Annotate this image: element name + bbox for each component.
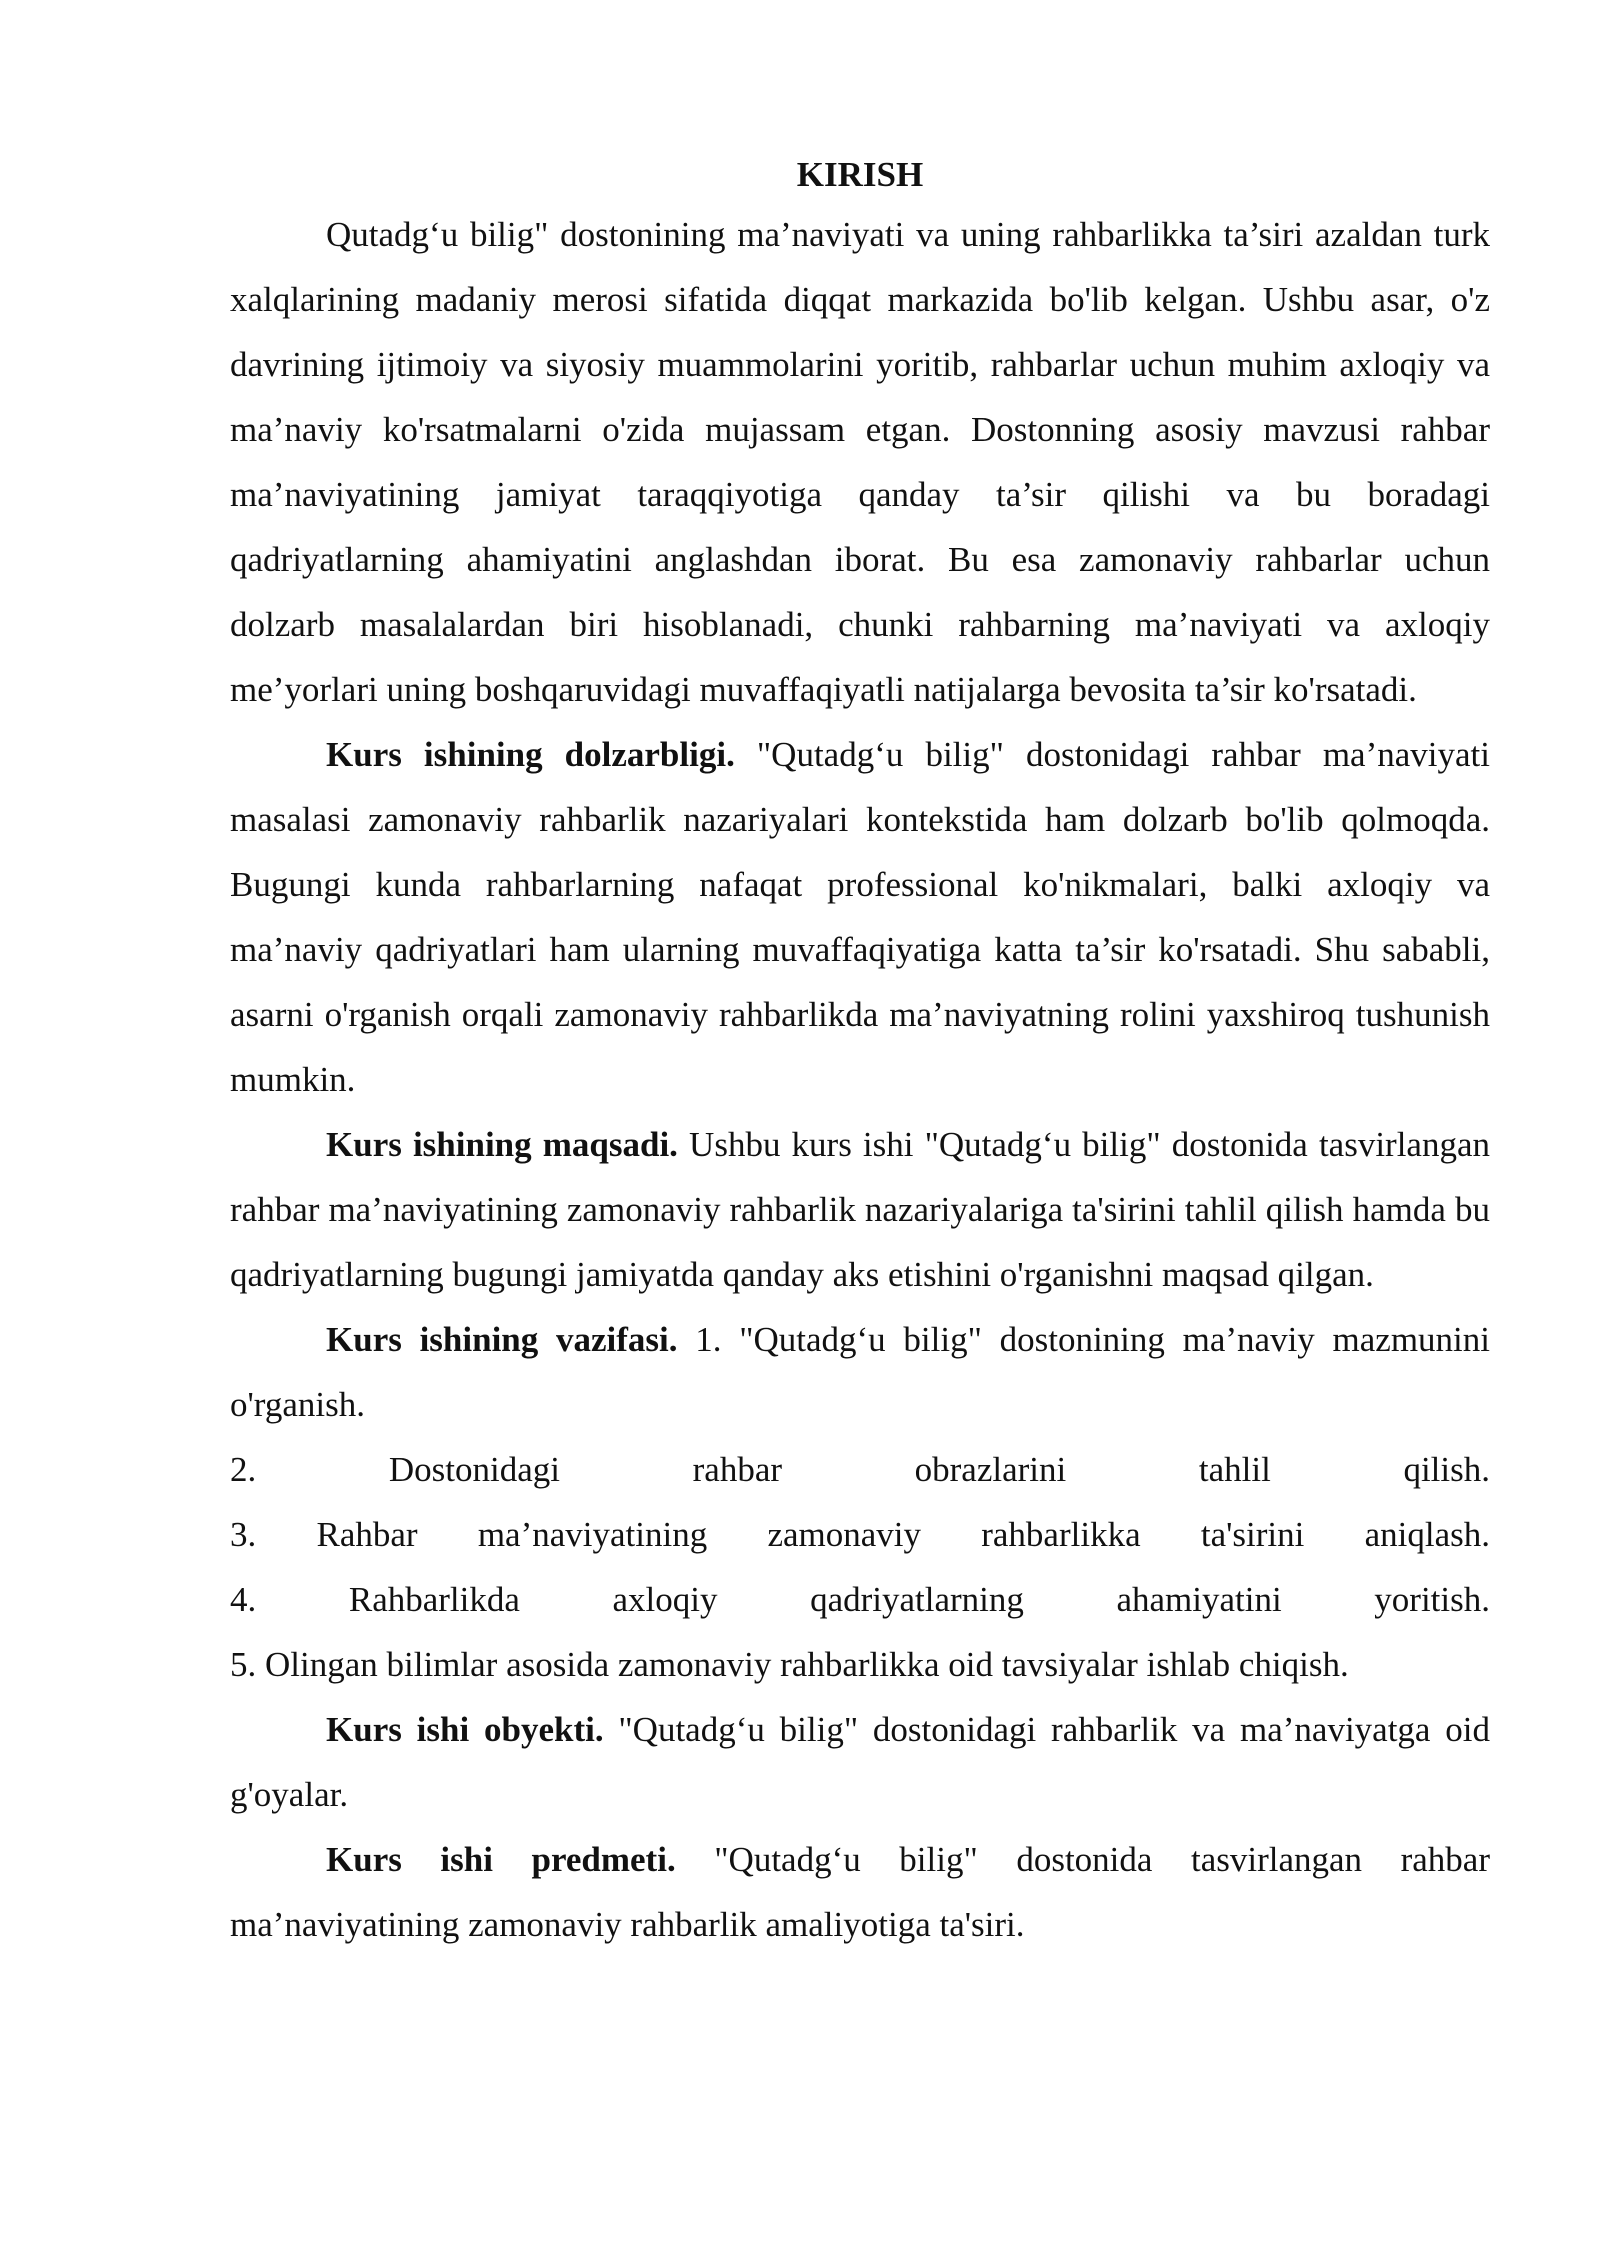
relevance-text: "Qutadg‘u bilig" dostonidagi rahbar ma’naviyati masalasi zamonaviy rahbarlik nazariyalari kontekstida ham dolzarb bo'lib qolmoqda. Bugungi kunda rahbarlarning nafaqat professional ko'nikmalari, balki axloqiy va ma’naviy qadriyatlari ham ularning muvaffaqiyatiga katta ta’sir ko'rsatadi. Shu sababli, asarni o'rganish orqali zamonaviy rahbarlikda ma’naviyatning rolini yaxshiroq tushunish mumkin. xyxy=(230,735,1490,1099)
goal-label: Kurs ishining maqsadi. xyxy=(326,1125,678,1164)
tasks-label: Kurs ishining vazifasi. xyxy=(326,1320,678,1359)
relevance-paragraph xyxy=(230,722,1490,1112)
relevance-label: Kurs ishining dolzarbligi. xyxy=(326,735,735,774)
task-item-5: 5. Olingan bilimlar asosida zamonaviy rahbarlikka oid tavsiyalar ishlab chiqish. xyxy=(230,1645,1349,1684)
task-item-2: 2. Dostonidagi rahbar obrazlarini tahlil qilish. xyxy=(230,1450,1490,1489)
task-item-1: 1. "Qutadg‘u bilig" dostonining ma’naviy mazmunini o'rganish. xyxy=(230,1320,1490,1424)
page-title: KIRISH xyxy=(796,155,924,194)
document-page xyxy=(230,150,1490,1957)
object-label: Kurs ishi obyekti. xyxy=(326,1710,604,1749)
tasks-paragraph xyxy=(230,1307,1490,1437)
task-item-4: 4. Rahbarlikda axloqiy qadriyatlarning ahamiyatini yoritish. xyxy=(230,1580,1490,1619)
object-paragraph xyxy=(230,1697,1490,1827)
goal-paragraph xyxy=(230,1112,1490,1307)
goal-text: Ushbu kurs ishi "Qutadg‘u bilig" dostonida tasvirlangan rahbar ma’naviyatining zamonaviy rahbarlik nazariyalariga ta'sirini tahlil qilish hamda bu qadriyatlarning bugungi jamiyatda qanday aks etishini o'rganishni maqsad qilgan. xyxy=(230,1125,1491,1294)
object-text: "Qutadg‘u bilig" dostonidagi rahbarlik va ma’naviyatga oid g'oyalar. xyxy=(230,1710,1490,1814)
subject-paragraph xyxy=(230,1827,1490,1957)
subject-text: "Qutadg‘u bilig" dostonida tasvirlangan rahbar ma’naviyatining zamonaviy rahbarlik amaliyotiga ta'siri. xyxy=(230,1840,1490,1944)
subject-label: Kurs ishi predmeti. xyxy=(326,1840,676,1879)
intro-paragraph: Qutadg‘u bilig" dostonining ma’naviyati va uning rahbarlikka ta’siri azaldan turk xalqlarining madaniy merosi sifatida diqqat markazida bo'lib kelgan. Ushbu asar, o'z davrining ijtimoiy va siyosiy muammolarini yoritib, rahbarlar uchun muhim axloqiy va ma’naviy ko'rsatmalarni o'zida mujassam etgan. Dostonning asosiy mavzusi rahbar ma’naviyatining jamiyat taraqqiyotiga qanday ta’sir qilishi va bu boradagi qadriyatlarning ahamiyatini anglashdan iborat. Bu esa zamonaviy rahbarlar uchun dolzarb masalalardan biri hisoblanadi, chunki rahbarning ma’naviyati va axloqiy me’yorlari uning boshqaruvidagi muvaffaqiyatli natijalarga bevosita ta’sir ko'rsatadi. xyxy=(230,215,1490,709)
task-item-3: 3. Rahbar ma’naviyatining zamonaviy rahbarlikka ta'sirini aniqlash. xyxy=(230,1515,1490,1554)
